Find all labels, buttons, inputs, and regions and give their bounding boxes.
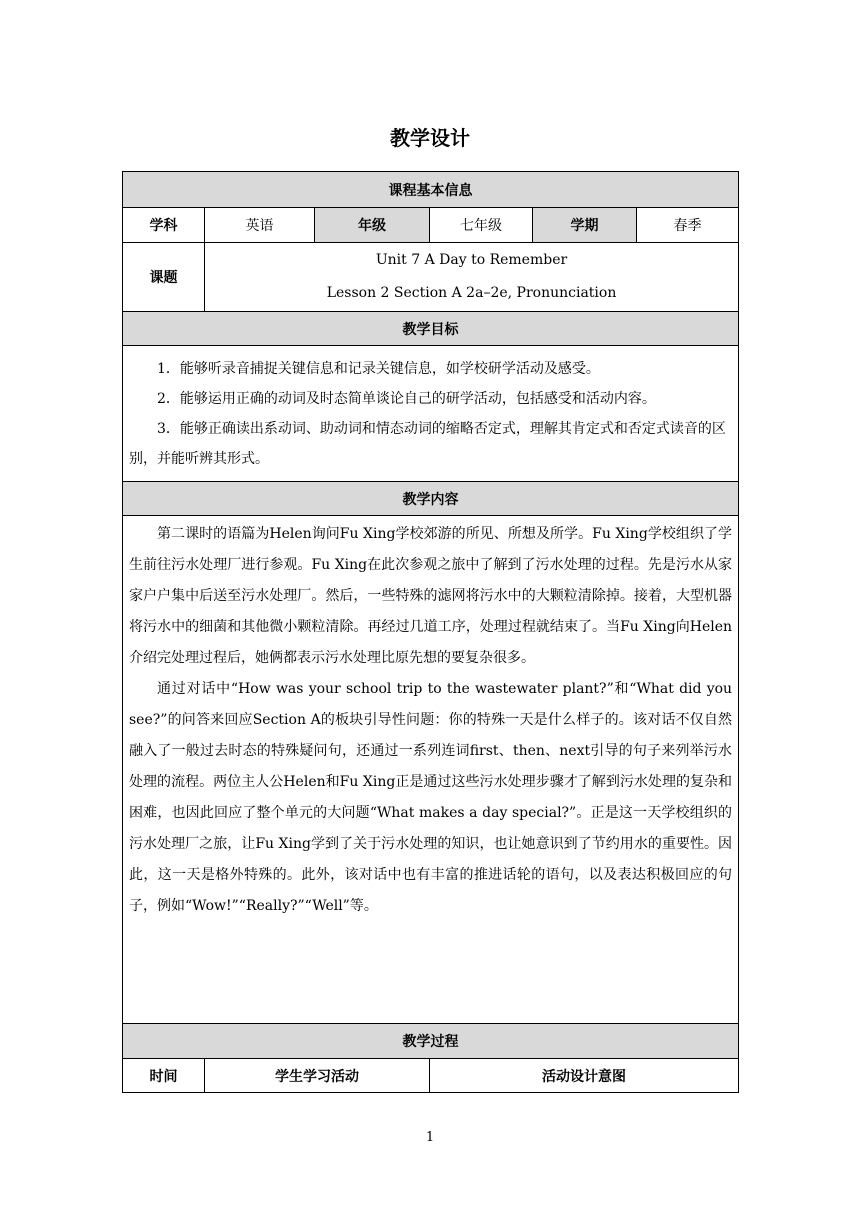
process-header: 教学过程 <box>123 1024 739 1059</box>
subject-value: 英语 <box>205 208 315 243</box>
content-paragraph: 第二课时的语篇为Helen询问Fu Xing学校郊游的所见、所想及所学。Fu Xing学校组织了学生前往污水处理厂进行参观。Fu Xing在此次参观之旅中了解到了污水处理的过程。先是污水从家家户户集中后送至污水处理厂。然后，一些特殊的滤网将污水中的大颗粒清除掉。接着，大型机器将污水中的细菌和其他微小颗粒清除。再经过几道工序，处理过程就结束了。当Fu Xing向Helen介绍完处理过程后，她俩都表示污水处理比原先想的要复杂很多。 <box>129 526 733 666</box>
content-paragraph: 通过对话中“How was your school trip to the wastewater plant?”和“What did you see?”的问答来回应Section A的板块引导性问题：你的特殊一天是什么样子的。该对话不仅自然融入了一般过去时态的特殊疑问句，还通过一系列连词first、then、next引导的句子来列举污水处理的流程。两位主人公Helen和Fu Xing正是通过这些污水处理步骤才了解到污水处理的复杂和困难，也因此回应了整个单元的大问题“What makes a day special?”。正是这一天学校组织的污水处理厂之旅，让Fu Xing学到了关于污水处理的知识，也让她意识到了节约用水的重要性。因此，这一天是格外特殊的。此外，该对话中也有丰富的推进话轮的语句，以及表达积极回应的句子，例如“Wow!”“Really?”“Well”等。 <box>129 681 733 914</box>
col-time: 时间 <box>123 1059 205 1093</box>
topic-label: 课题 <box>123 243 205 312</box>
objective-item: 1．能够听录音捕捉关键信息和记录关键信息，如学校研学活动及感受。 <box>157 360 600 377</box>
term-value: 春季 <box>637 208 739 243</box>
content-body <box>123 516 739 1024</box>
document-title: 教学设计 <box>390 126 470 150</box>
objective-item: 2．能够运用正确的动词及时态简单谈论自己的研学活动，包括感受和活动内容。 <box>157 390 656 407</box>
basic-info-header: 课程基本信息 <box>123 172 739 208</box>
col-intent: 活动设计意图 <box>430 1059 739 1093</box>
lesson-plan-table <box>122 171 739 1093</box>
grade-label: 年级 <box>315 208 430 243</box>
objective-item: 3．能够正确读出系动词、助动词和情态动词的缩略否定式，理解其肯定式和否定式读音的区别，并能听辨其形式。 <box>129 420 726 467</box>
topic-line-1: Unit 7 A Day to Remember <box>375 252 568 268</box>
term-label: 学期 <box>533 208 637 243</box>
content-header: 教学内容 <box>123 482 739 516</box>
topic-value <box>205 243 739 312</box>
col-activity: 学生学习活动 <box>205 1059 430 1093</box>
page-number: 1 <box>425 1130 435 1145</box>
topic-line-2: Lesson 2 Section A 2a–2e, Pronunciation <box>326 285 617 301</box>
subject-label: 学科 <box>123 208 205 243</box>
grade-value: 七年级 <box>430 208 533 243</box>
objectives-body <box>123 346 739 482</box>
objectives-header: 教学目标 <box>123 312 739 346</box>
